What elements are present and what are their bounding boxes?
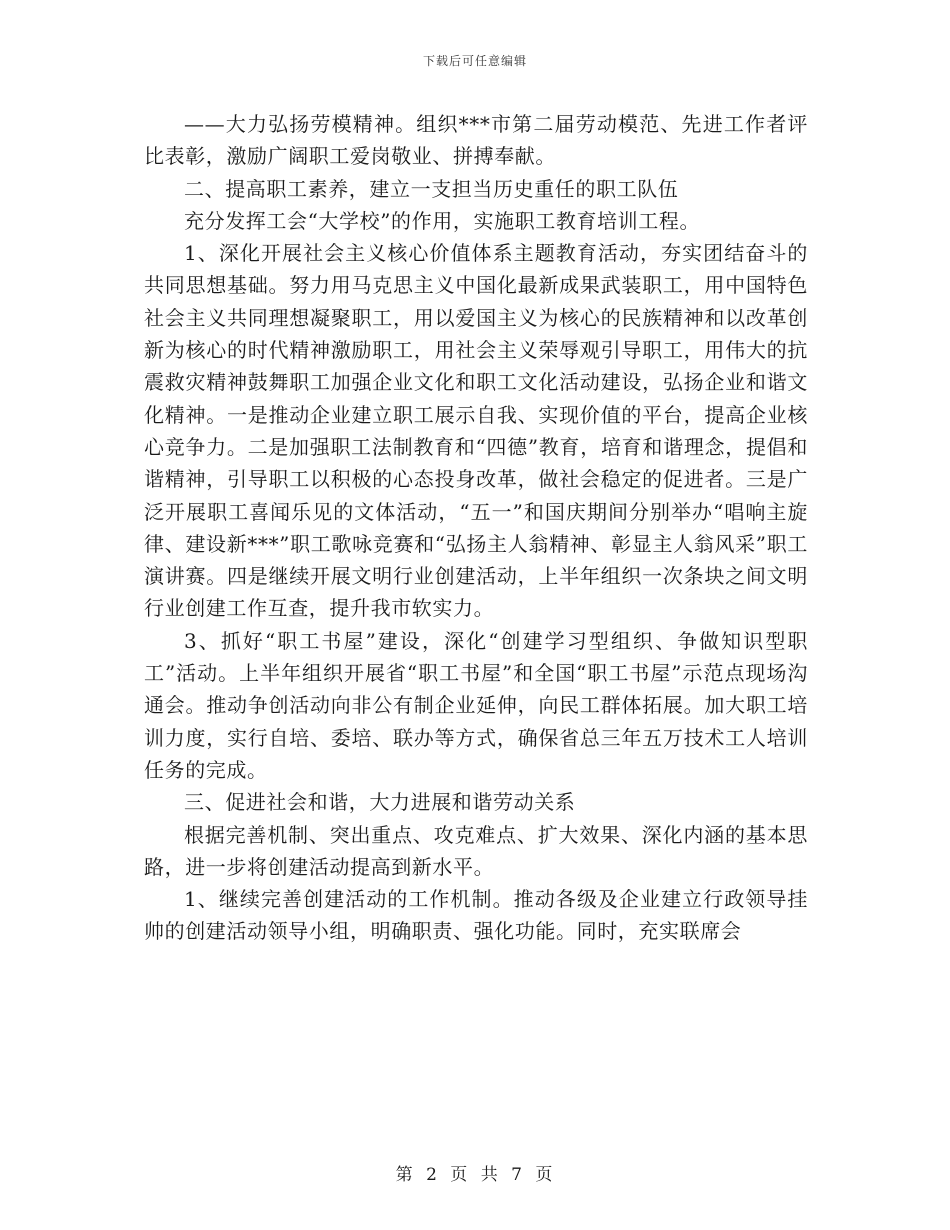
paragraph-work-mechanism: 1、继续完善创建活动的工作机制。推动各级及企业建立行政领导挂帅的创建活动领导小组，明确职责、强化功能。同时，充实联席会 [144,887,808,944]
paragraph-union-school: 充分发挥工会“大学校”的作用，实施职工教育培训工程。 [184,208,701,233]
page-header-note: 下载后可任意编辑 [422,54,527,68]
section-heading-2: 二、提高职工素养，建立一支担当历史重任的职工队伍 [184,176,679,201]
page-number-footer: 第 2 页 共 7 页 [395,1165,555,1185]
document-body [144,108,808,948]
section-heading-3: 三、促进社会和谐，大力进展和谐劳动关系 [184,790,576,815]
paragraph-basic-approach: 根据完善机制、突出重点、攻克难点、扩大效果、深化内涵的基本思路，进一步将创建活动提高到新水平。 [144,822,808,879]
paragraph-model-worker-spirit: ——大力弘扬劳模精神。组织***市第二届劳动模范、先进工作者评比表彰，激励广阔职工爱岗敬业、拼搏奉献。 [144,112,808,169]
paragraph-workers-bookhouse: 3、抓好“职工书屋”建设，深化“创建学习型组织、争做知识型职工”活动。上半年组织开展省“职工书屋”和全国“职工书屋”示范点现场沟通会。推动争创活动向非公有制企业延伸，向民工群体拓展。加大职工培训力度，实行自培、委培、联办等方式，确保省总三年五万技术工人培训任务的完成。 [144,628,808,782]
paragraph-core-values-education: 1、深化开展社会主义核心价值体系主题教育活动，夯实团结奋斗的共同思想基础。努力用马克思主义中国化最新成果武装职工，用中国特色社会主义共同理想凝聚职工，用以爱国主义为核心的民族精神和以改革创新为核心的时代精神激励职工，用社会主义荣辱观引导职工，用伟大的抗震救灾精神鼓舞职工加强企业文化和职工文化活动建设，弘扬企业和谐文化精神。一是推动企业建立职工展示自我、实现价值的平台，提高企业核心竞争力。二是加强职工法制教育和“四德”教育，培育和谐理念，提倡和谐精神，引导职工以积极的心态投身改革，做社会稳定的促进者。三是广泛开展职工喜闻乐见的文体活动，“五一”和国庆期间分别举办“唱响主旋律、建设新***”职工歌咏竞赛和“弘扬主人翁精神、彰显主人翁风采”职工演讲赛。四是继续开展文明行业创建活动，上半年组织一次条块之间文明行业创建工作互查，提升我市软实力。 [144,241,808,621]
